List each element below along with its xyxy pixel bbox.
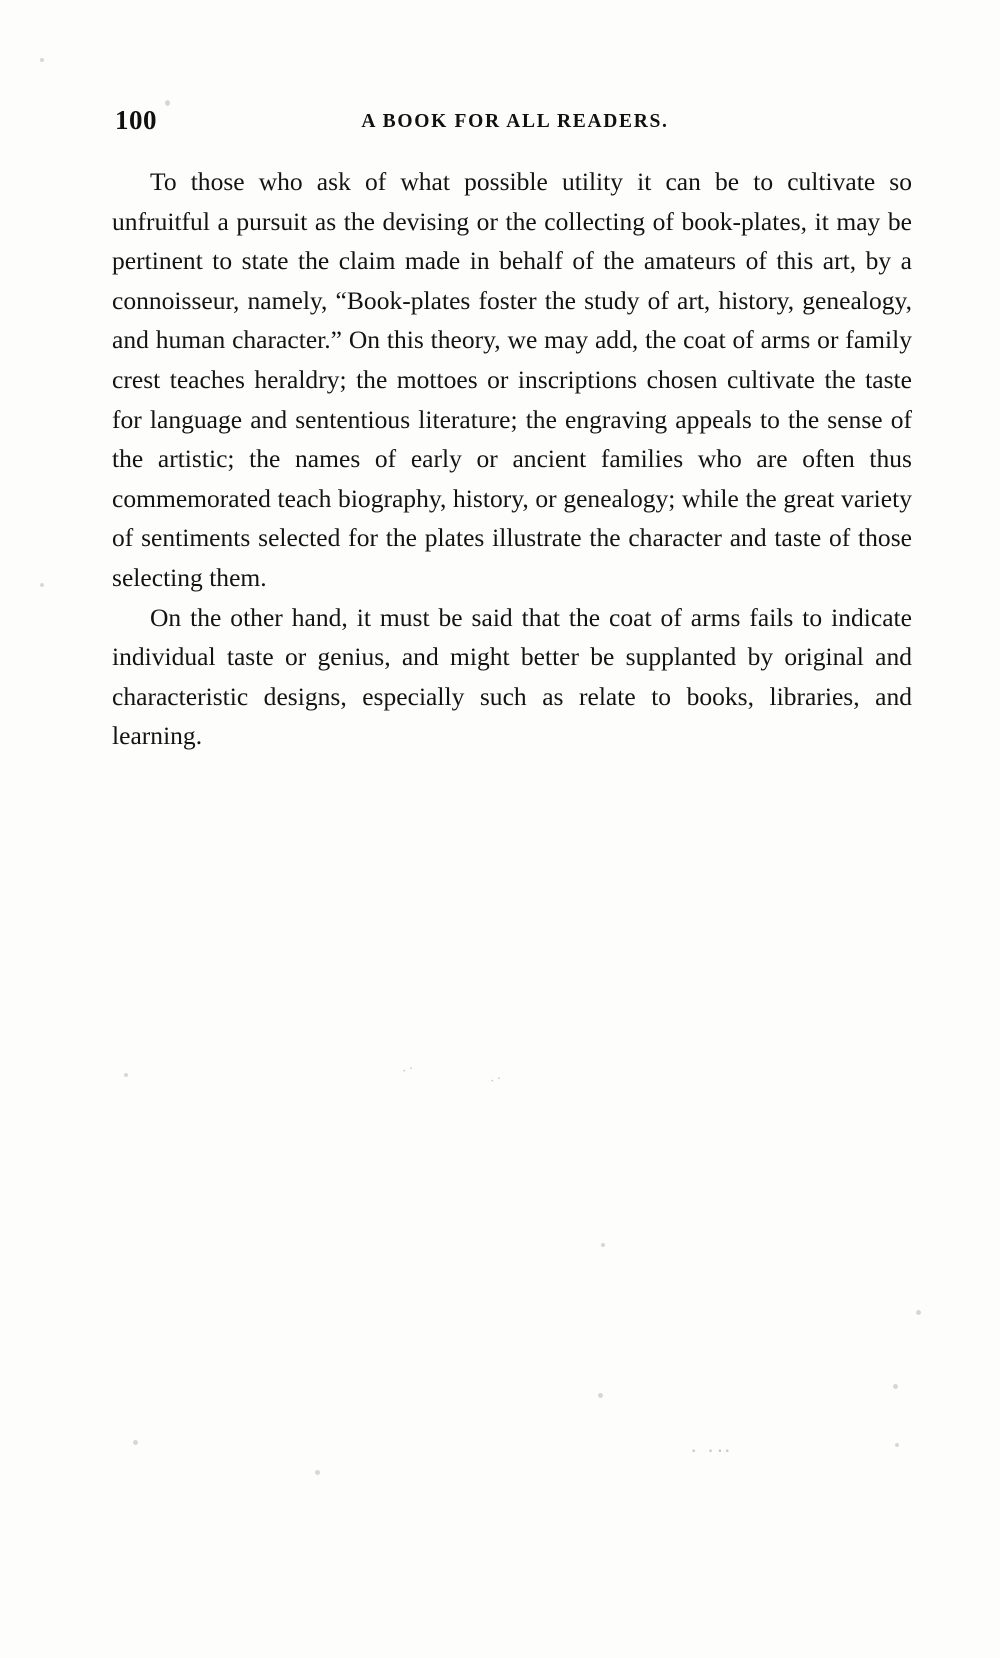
scan-speck (165, 100, 170, 106)
paragraph: To those who ask of what possible utility it can be to cultivate so unfruitful a pursuit as the devising or the collecting of book-plates, it may be pertinent to state the claim made in behalf of the amateurs of this art, by a connoisseur, namely, “Book-plates foster the study of art, history, genealogy, and human character.” On this theory, we may add, the coat of arms or family crest teaches heraldry; the mottoes or inscriptions chosen cultivate the taste for language and sententious literature; the engraving appeals to the sense of the artistic; the names of early or ancient families who are often thus commemorated teach biography, history, or genealogy; while the great variety of sentiments selected for the plates illustrate the character and taste of those selecting them. (112, 167, 912, 592)
scan-speck (916, 1310, 921, 1315)
scan-speck (601, 1243, 605, 1247)
scan-speck (895, 1443, 899, 1447)
running-head: A BOOK FOR ALL READERS. (361, 111, 669, 132)
paragraph: On the other hand, it must be said that the coat of arms fails to indicate individual taste or genius, and might better be supplanted by original and characteristic designs, especially such as relate to books, libraries, and learning. (112, 602, 912, 751)
scan-smudge: ·· (399, 1060, 419, 1080)
scan-smudge: ․ ․‥ (690, 1432, 733, 1457)
scan-speck (315, 1470, 320, 1475)
page-header (110, 103, 890, 137)
scan-speck (124, 1073, 128, 1077)
scan-speck (133, 1440, 138, 1445)
scan-speck (40, 58, 44, 62)
scan-speck (598, 1393, 603, 1398)
scan-speck (40, 583, 44, 587)
body-text (112, 162, 912, 756)
scan-smudge: ·· (487, 1070, 507, 1090)
page-number: 100 (115, 105, 157, 135)
scan-speck (893, 1384, 898, 1389)
